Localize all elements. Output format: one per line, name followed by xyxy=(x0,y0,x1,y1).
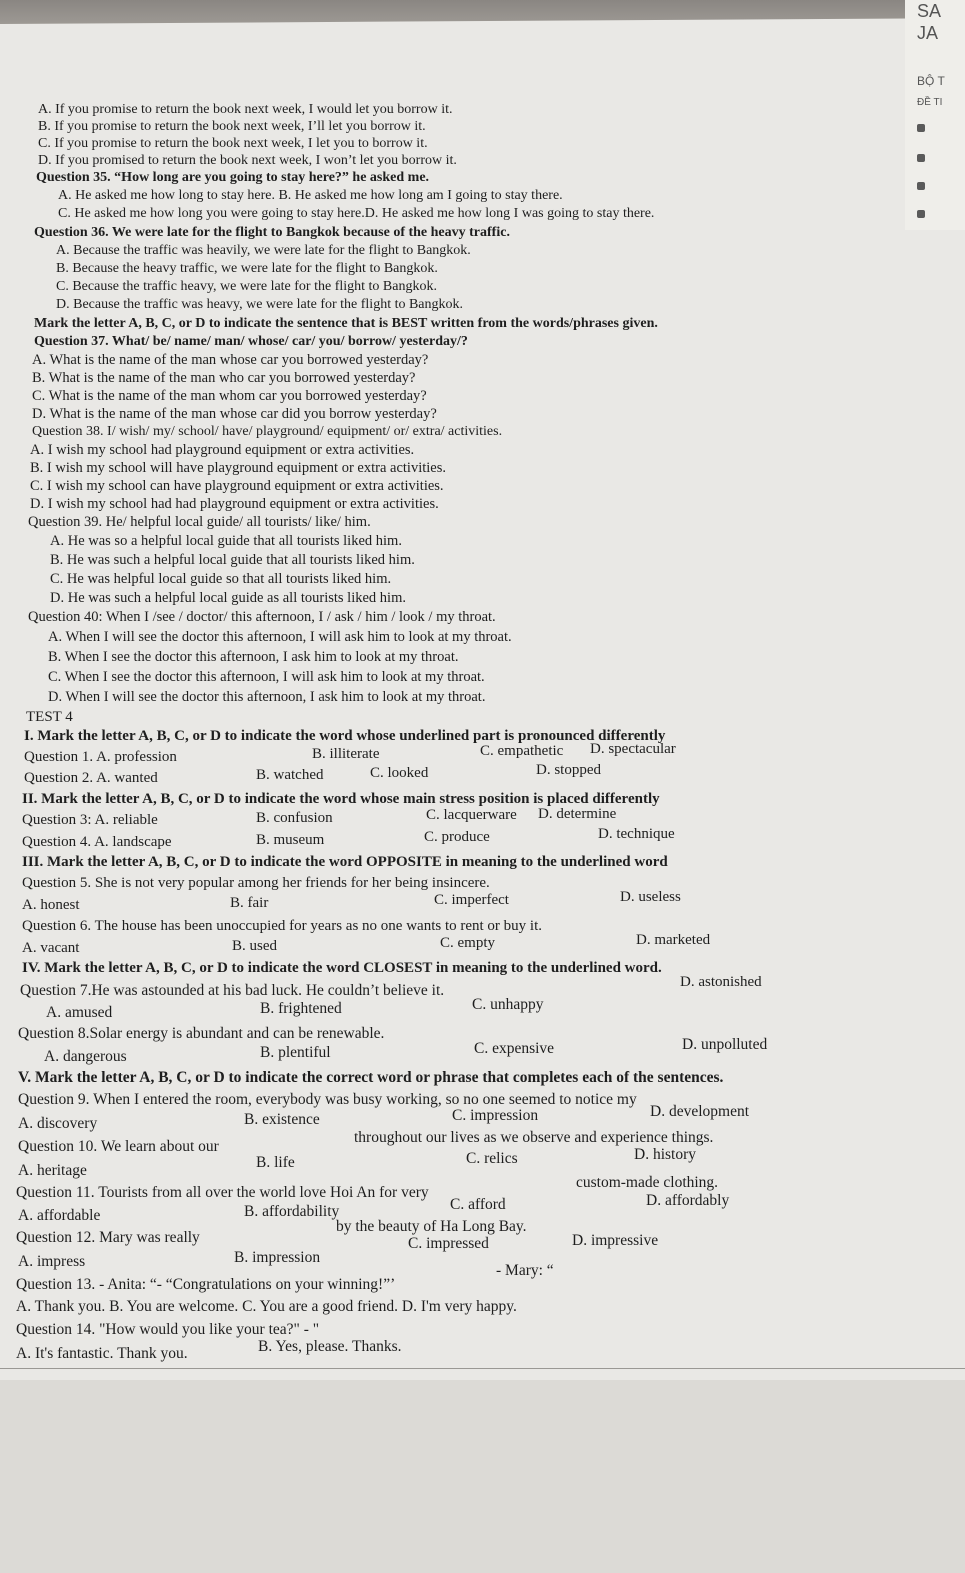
page-fold-line xyxy=(0,1368,965,1369)
text-line: Question 13. - Anita: “- “Congratulations on your winning!”’ xyxy=(16,1276,396,1293)
text-line: C. empty xyxy=(440,935,495,951)
text-line: Mark the letter A, B, C, or D to indicate the sentence that is BEST written from the words/phrases given. xyxy=(34,316,658,331)
text-line: A. heritage xyxy=(18,1162,87,1179)
text-line: D. He was such a helpful local guide as all tourists liked him. xyxy=(50,590,406,606)
text-line: Question 8.Solar energy is abundant and can be renewable. xyxy=(18,1025,385,1042)
text-line: B. When I see the doctor this afternoon, I ask him to look at my throat. xyxy=(48,649,459,665)
text-line: B. frightened xyxy=(260,1000,342,1017)
text-line: custom-made clothing. xyxy=(576,1174,719,1191)
text-line: Question 37. What/ be/ name/ man/ whose/ car/ you/ borrow/ yesterday/? xyxy=(34,334,468,349)
text-line: C. empathetic xyxy=(480,743,564,759)
text-line: A. affordable xyxy=(18,1207,101,1224)
text-line: D. determine xyxy=(538,806,617,822)
text-line: A. vacant xyxy=(22,940,80,956)
text-line: A. Thank you. B. You are welcome. C. You are a good friend. D. I'm very happy. xyxy=(16,1298,517,1315)
text-line: Question 3: A. reliable xyxy=(22,812,158,828)
text-line: B. confusion xyxy=(256,810,333,826)
text-line: A. Because the traffic was heavily, we were late for the flight to Bangkok. xyxy=(56,243,471,258)
text-line: A. dangerous xyxy=(44,1048,127,1065)
text-line: B. plentiful xyxy=(260,1044,331,1061)
text-line: - Mary: “ xyxy=(496,1262,554,1279)
text-line: D. astonished xyxy=(680,974,762,990)
text-line: B. If you promise to return the book next week, I’ll let you borrow it. xyxy=(38,119,426,134)
text-line: Question 4. A. landscape xyxy=(22,834,172,850)
text-line: B. Because the heavy traffic, we were late for the flight to Bangkok. xyxy=(56,261,438,276)
text-line: Question 9. When I entered the room, everybody was busy working, so no one seemed to notice my xyxy=(18,1091,637,1108)
text-line: A. If you promise to return the book next week, I would let you borrow it. xyxy=(38,102,453,117)
text-line: IV. Mark the letter A, B, C, or D to indicate the word CLOSEST in meaning to the underlined word. xyxy=(22,960,662,976)
text-line: C. afford xyxy=(450,1196,506,1213)
text-line: B. museum xyxy=(256,832,325,848)
text-line: C. When I see the doctor this afternoon, I will ask him to look at my throat. xyxy=(48,669,485,685)
text-line: B. affordability xyxy=(244,1203,340,1220)
text-line: D. history xyxy=(634,1146,696,1163)
text-line: V. Mark the letter A, B, C, or D to indicate the correct word or phrase that completes each of the sentences. xyxy=(18,1069,724,1086)
text-line: C. He was helpful local guide so that all tourists liked him. xyxy=(50,571,392,587)
text-line: B. fair xyxy=(230,895,269,911)
text-line: C. expensive xyxy=(474,1040,555,1057)
text-line: D. Because the traffic was heavy, we were late for the flight to Bangkok. xyxy=(56,297,464,312)
text-line: D. development xyxy=(650,1103,750,1120)
text-line: C. lacquerware xyxy=(426,807,517,823)
text-line: C. He asked me how long you were going to stay here.D. He asked me how long I was going to stay there. xyxy=(58,206,655,221)
text-line: A. He was so a helpful local guide that all tourists liked him. xyxy=(50,533,402,549)
text-line: C. impressed xyxy=(408,1235,489,1252)
text-line: B. What is the name of the man who car you borrowed yesterday? xyxy=(32,370,416,386)
text-line: C. relics xyxy=(466,1150,518,1167)
text-line: A. When I will see the doctor this afternoon, I will ask him to look at my throat. xyxy=(48,629,512,645)
text-line: Question 6. The house has been unoccupied for years as no one wants to rent or buy it. xyxy=(22,918,543,934)
text-line: D. impressive xyxy=(572,1232,659,1249)
corner-text-3: BỘ T xyxy=(917,74,945,88)
text-line: B. used xyxy=(232,938,277,954)
text-line: C. unhappy xyxy=(472,996,544,1013)
text-line: B. impression xyxy=(234,1249,321,1266)
text-line: D. When I will see the doctor this afternoon, I ask him to look at my throat. xyxy=(48,689,486,705)
text-line: Question 39. He/ helpful local guide/ all tourists/ like/ him. xyxy=(28,514,371,530)
text-line: D. stopped xyxy=(536,762,601,778)
text-line: Question 14. "How would you like your tea?" - " xyxy=(16,1321,320,1338)
text-line: Question 10. We learn about our xyxy=(18,1138,219,1155)
text-line: A. discovery xyxy=(18,1115,98,1132)
text-line: II. Mark the letter A, B, C, or D to indicate the word whose main stress position is placed differently xyxy=(22,791,660,807)
text-line: C. looked xyxy=(370,765,429,781)
text-line: TEST 4 xyxy=(26,709,73,725)
text-line: C. What is the name of the man whom car you borrowed yesterday? xyxy=(32,388,427,404)
text-line: Question 2. A. wanted xyxy=(24,770,158,786)
text-line: Question 35. “How long are you going to stay here?” he asked me. xyxy=(36,170,430,185)
text-line: D. affordably xyxy=(646,1192,730,1209)
text-line: III. Mark the letter A, B, C, or D to indicate the word OPPOSITE in meaning to the underlined word xyxy=(22,854,668,870)
text-line: D. I wish my school had had playground equipment or extra activities. xyxy=(30,496,439,512)
corner-text-4: ĐỀ TI xyxy=(917,97,943,108)
text-line: D. technique xyxy=(598,826,675,842)
text-line: A. impress xyxy=(18,1253,86,1270)
text-line: throughout our lives as we observe and experience things. xyxy=(354,1129,714,1146)
text-line: B. life xyxy=(256,1154,295,1171)
text-line: A. He asked me how long to stay here. B. He asked me how long am I going to stay there. xyxy=(58,188,563,203)
text-line: A. It's fantastic. Thank you. xyxy=(16,1345,188,1362)
text-line: B. illiterate xyxy=(312,746,380,762)
corner-text-2: JA xyxy=(917,23,939,43)
text-line: A. amused xyxy=(46,1004,113,1021)
text-line: C. produce xyxy=(424,829,490,845)
text-line: D. spectacular xyxy=(590,741,676,757)
text-line: Question 1. A. profession xyxy=(24,749,177,765)
text-line: B. existence xyxy=(244,1111,320,1128)
text-line: D. marketed xyxy=(636,932,711,948)
text-line: C. I wish my school can have playground equipment or extra activities. xyxy=(30,478,444,494)
text-line: Question 12. Mary was really xyxy=(16,1229,200,1246)
text-line: C. If you promise to return the book next week, I let you to borrow it. xyxy=(38,136,428,151)
text-line: Question 7.He was astounded at his bad luck. He couldn’t believe it. xyxy=(20,982,445,999)
text-line: Question 40: When I /see / doctor/ this afternoon, I / ask / him / look / my throat. xyxy=(28,609,496,625)
text-line: A. honest xyxy=(22,897,80,913)
text-line: Question 11. Tourists from all over the world love Hoi An for very xyxy=(16,1184,429,1201)
text-line: D. If you promised to return the book next week, I won’t let you borrow it. xyxy=(38,153,457,168)
text-line: D. unpolluted xyxy=(682,1036,768,1053)
text-line: by the beauty of Ha Long Bay. xyxy=(336,1218,527,1235)
text-line: B. watched xyxy=(256,767,324,783)
text-line: D. What is the name of the man whose car did you borrow yesterday? xyxy=(32,406,437,422)
text-line: Question 36. We were late for the flight to Bangkok because of the heavy traffic. xyxy=(34,225,510,240)
text-line: C. impression xyxy=(452,1107,539,1124)
text-line: Question 38. I/ wish/ my/ school/ have/ playground/ equipment/ or/ extra/ activities. xyxy=(32,424,503,439)
text-line: B. Yes, please. Thanks. xyxy=(258,1338,402,1355)
text-line: D. useless xyxy=(620,889,681,905)
text-line: I. Mark the letter A, B, C, or D to indicate the word whose underlined part is pronounced differently xyxy=(24,728,666,744)
text-line: C. Because the traffic heavy, we were late for the flight to Bangkok. xyxy=(56,279,437,294)
text-line: B. He was such a helpful local guide that all tourists liked him. xyxy=(50,552,415,568)
text-line: B. I wish my school will have playground equipment or extra activities. xyxy=(30,460,446,476)
corner-text-1: SA xyxy=(917,1,942,21)
text-line: C. imperfect xyxy=(434,892,509,908)
text-line: A. What is the name of the man whose car you borrowed yesterday? xyxy=(32,352,429,368)
text-line: A. I wish my school had playground equipment or extra activities. xyxy=(30,442,415,458)
text-line: Question 5. She is not very popular among her friends for her being insincere. xyxy=(22,875,490,891)
